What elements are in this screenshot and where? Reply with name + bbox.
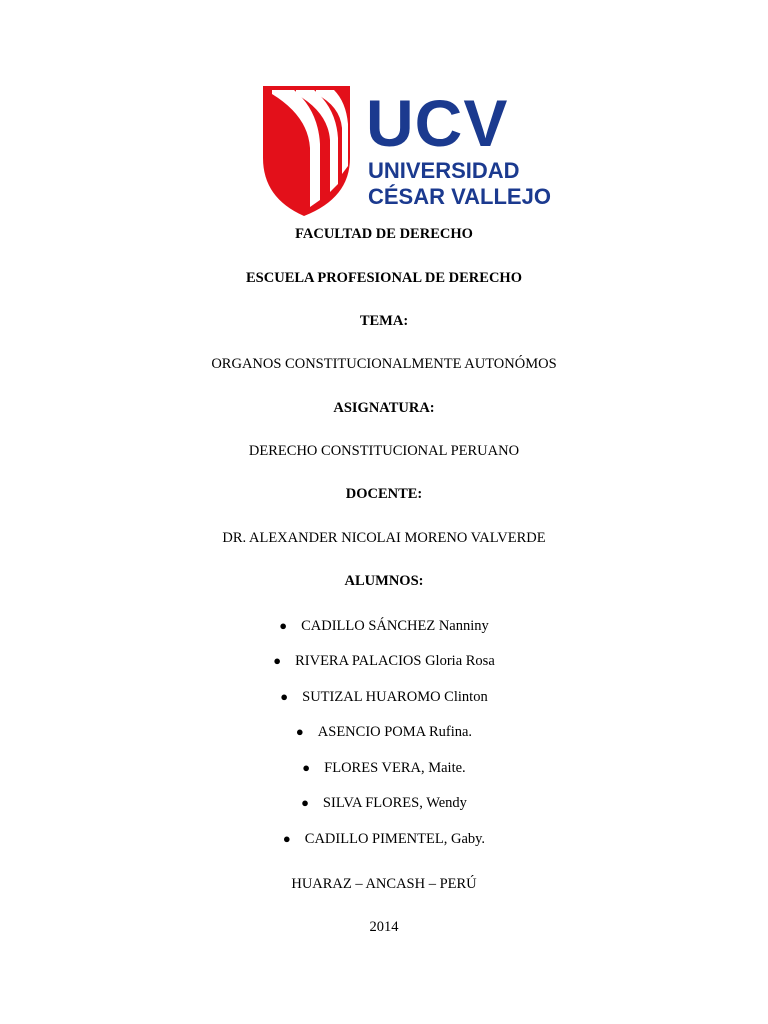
logo-name-line2: CÉSAR VALLEJO [368, 184, 551, 209]
bullet-icon: ● [282, 831, 291, 846]
year: 2014 [369, 919, 399, 935]
list-item: ● RIVERA PALACIOS Gloria Rosa [273, 653, 495, 669]
logo-acronym: UCV [366, 86, 509, 160]
logo-name-line1: UNIVERSIDAD [368, 158, 520, 183]
bullet-icon: ● [279, 618, 288, 633]
list-item: ● CADILLO PIMENTEL, Gaby. [282, 831, 486, 847]
faculty-title: FACULTAD DE DERECHO [295, 226, 473, 242]
list-item: ● ASENCIO POMA Rufina. [295, 724, 473, 740]
bullet-icon: ● [301, 795, 309, 810]
list-item: ● SUTIZAL HUAROMO Clinton [280, 689, 488, 705]
list-item: ● FLORES VERA, Maite. [302, 760, 466, 776]
topic-label: TEMA: [359, 313, 409, 329]
bullet-icon: ● [302, 760, 311, 775]
location: HUARAZ – ANCASH – PERÚ [291, 876, 477, 892]
bullet-icon: ● [273, 653, 282, 668]
subject-label: ASIGNATURA: [333, 400, 435, 416]
university-logo [258, 80, 551, 220]
subject-value: DERECHO CONSTITUCIONAL PERUANO [248, 443, 520, 459]
teacher-label: DOCENTE: [345, 486, 423, 502]
school-title: ESCUELA PROFESIONAL DE DERECHO [246, 270, 522, 286]
students-label: ALUMNOS: [344, 573, 424, 589]
bullet-icon: ● [280, 689, 289, 704]
list-item: ● SILVA FLORES, Wendy [301, 795, 467, 811]
teacher-value: DR. ALEXANDER NICOLAI MORENO VALVERDE [222, 530, 546, 546]
topic-value: ORGANOS CONSTITUCIONALMENTE AUTONÓMOS [211, 356, 557, 372]
list-item: ● CADILLO SÁNCHEZ Nanniny [279, 618, 489, 634]
ucv-shield-icon [258, 80, 551, 220]
bullet-icon: ● [295, 724, 304, 739]
